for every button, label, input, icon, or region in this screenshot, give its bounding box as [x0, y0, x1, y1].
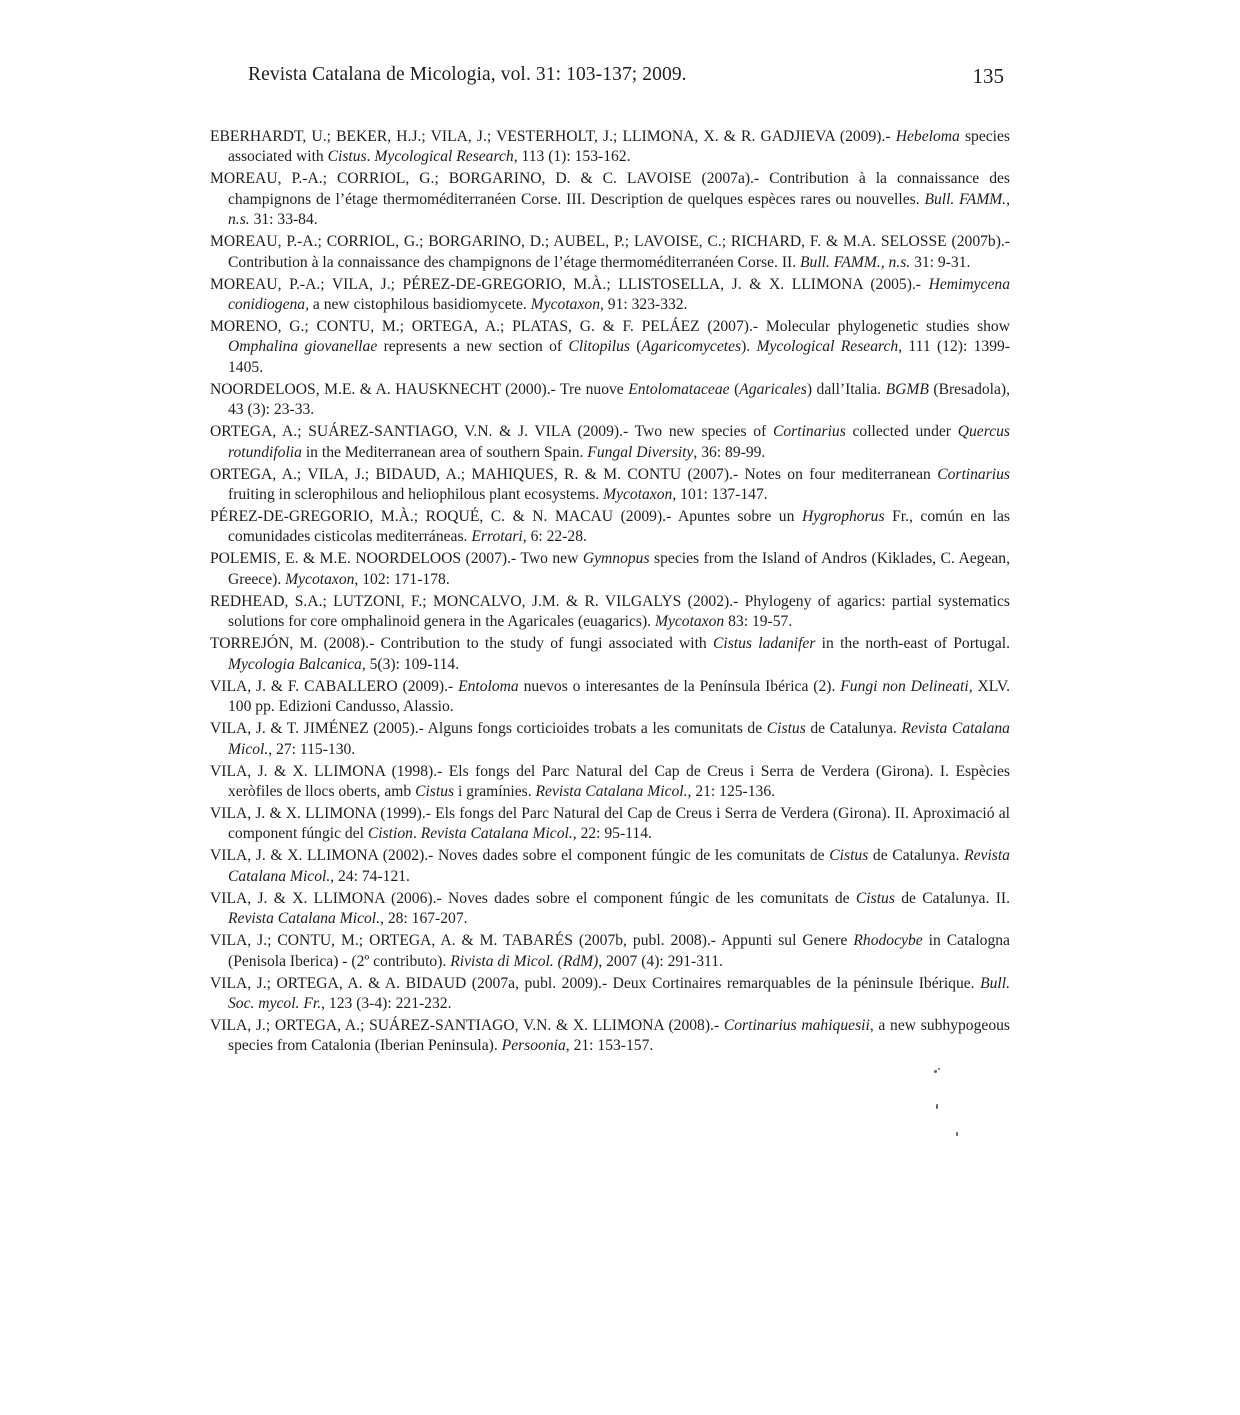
running-header	[248, 64, 1004, 94]
reference-segment: 31: 33-84.	[249, 211, 318, 229]
reference-segment: ) dall’Italia.	[806, 380, 886, 398]
reference-segment: ORTEGA, A.; VILA, J.; BIDAUD, A.; MAHIQUES, R. & M. CONTU (2007).- Notes on four mediterranean	[210, 465, 938, 483]
reference-segment: ).	[741, 338, 757, 356]
reference-italic-segment: Cistus ladanifer	[712, 635, 816, 653]
reference-entry	[210, 422, 1010, 463]
reference-segment: in Catalogna (Penisola Iberica) - (2º contributo).	[228, 932, 1010, 970]
reference-entry	[210, 889, 1010, 930]
reference-italic-segment: Hebeloma	[895, 128, 960, 145]
reference-entry	[210, 974, 1010, 1015]
reference-italic-segment: Rhodocybe	[853, 932, 923, 950]
reference-entry	[210, 127, 1010, 168]
reference-segment: , 5(3): 109-114.	[361, 655, 460, 673]
reference-italic-segment: Hygrophorus	[801, 508, 885, 526]
reference-italic-segment: Cortinarius	[937, 465, 1010, 483]
reference-segment: VILA, J.; CONTU, M.; ORTEGA, A. & M. TABARÉS (2007b, publ. 2008).- Appunti sul Genere	[210, 932, 854, 950]
reference-italic-segment: Bull. Soc. mycol. Fr.	[228, 974, 1010, 1012]
journal-citation: Revista Catalana de Micologia, vol. 31: 103-137; 2009.	[248, 64, 687, 85]
reference-italic-segment: Agaricales	[739, 380, 807, 398]
reference-entry	[210, 592, 1010, 633]
reference-italic-segment: Revista Catalana Micol.	[420, 825, 573, 843]
reference-segment: fruiting in sclerophilous and heliophilous plant ecosystems.	[228, 486, 604, 504]
reference-segment: .	[366, 148, 375, 166]
reference-segment: , 113 (1): 153-162.	[513, 148, 631, 166]
reference-italic-segment: Cistus	[766, 720, 806, 738]
reference-segment: a new cistophilous basidiomycete.	[308, 296, 531, 314]
reference-italic-segment: Cortinarius mahiquesii	[723, 1016, 870, 1034]
reference-italic-segment: Revista Catalana Micol.	[535, 782, 688, 800]
reference-entry	[210, 549, 1010, 590]
reference-segment: , 91: 323-332.	[600, 296, 688, 314]
reference-segment: , 111 (12): 1399-1405.	[228, 338, 1010, 376]
reference-segment: NOORDELOOS, M.E. & A. HAUSKNECHT (2000).- Tre nuove	[210, 380, 629, 398]
reference-segment: VILA, J. & T. JIMÉNEZ (2005).- Alguns fongs corticioides trobats a les comunitats de	[210, 720, 767, 738]
reference-italic-segment: Errotari	[471, 528, 523, 546]
reference-segment: MOREAU, P.-A.; CORRIOL, G.; BORGARINO, D. & C. LAVOISE (2007a).- Contribution à la connaissance des champignons de l’étage thermoméditerranéen Corse. III. Description de quelques espèces rares ou nouvelles.	[210, 170, 1010, 208]
reference-italic-segment: Cistus	[855, 889, 895, 907]
reference-italic-segment: Mycological Research	[374, 148, 514, 166]
reference-segment: EBERHARDT, U.; BEKER, H.J.; VILA, J.; VESTERHOLT, J.; LLIMONA, X. & R. GADJIEVA (2009).-	[210, 128, 896, 145]
reference-segment: ORTEGA, A.; SUÁREZ-SANTIAGO, V.N. & J. VILA (2009).- Two new species of	[210, 423, 773, 441]
reference-italic-segment: Hemimycena conidiogena,	[228, 275, 1010, 314]
reference-entry	[210, 169, 1010, 230]
reference-segment: VILA, J. & X. LLIMONA (2002).- Noves dades sobre el component fúngic de les comunitats de	[210, 847, 830, 865]
reference-segment: VILA, J. & X. LLIMONA (1999).- Els fongs del Parc Natural del Cap de Creus i Serra de Verdera (Girona). II. Aproximació al component fúngic del	[210, 804, 1010, 843]
reference-segment: , 101: 137-147.	[672, 486, 768, 504]
reference-segment: MORENO, G.; CONTU, M.; ORTEGA, A.; PLATAS, G. & F. PELÁEZ (2007).- Molecular phylogenetic studies show	[210, 318, 1010, 336]
reference-entry	[210, 762, 1010, 803]
reference-segment: REDHEAD, S.A.; LUTZONI, F.; MONCALVO, J.M. & R. VILGALYS (2002).- Phylogeny of agarics: partial systematics solutions for core omphalinoid genera in the Agaricales (euagarics).	[210, 592, 1010, 631]
reference-italic-segment: Cortinarius	[772, 423, 846, 441]
reference-italic-segment: Bull. FAMM., n.s.	[228, 190, 1010, 229]
reference-italic-segment: Cistus	[327, 148, 367, 166]
reference-entry	[210, 507, 1010, 548]
reference-italic-segment: Clitopilus	[568, 338, 630, 356]
reference-segment: i gramínies.	[454, 782, 536, 800]
reference-segment: species from the Island of Andros (Kiklades, C. Aegean, Greece).	[228, 550, 1010, 588]
reference-segment: VILA, J. & F. CABALLERO (2009).-	[210, 677, 459, 695]
reference-segment: POLEMIS, E. & M.E. NOORDELOOS (2007).- Two new	[210, 550, 583, 568]
reference-segment: , 6: 22-28.	[522, 528, 587, 546]
reference-italic-segment: Fungal Diversity	[587, 443, 694, 461]
reference-entry	[210, 719, 1010, 760]
reference-segment: , 21: 153-157.	[565, 1037, 654, 1055]
reference-segment: collected under	[845, 423, 958, 441]
reference-segment: , 21: 125-136.	[687, 782, 776, 800]
reference-italic-segment: Cistion	[367, 825, 413, 843]
reference-entry	[210, 846, 1010, 887]
reference-segment: represents a new section of	[377, 338, 569, 356]
reference-segment: .	[412, 825, 421, 843]
reference-entry	[210, 275, 1010, 316]
reference-segment: , 22: 95-114.	[572, 825, 652, 843]
reference-entry	[210, 634, 1010, 675]
reference-segment: PÉREZ-DE-GREGORIO, M.À.; ROQUÉ, C. & N. MACAU (2009).- Apuntes sobre un	[210, 508, 802, 526]
reference-italic-segment: Quercus rotundifolia	[228, 423, 1010, 461]
reference-segment: VILA, J. & X. LLIMONA (2006).- Noves dades sobre el component fúngic de les comunitats de	[210, 889, 856, 907]
reference-segment: , 36: 89-99.	[693, 443, 766, 461]
reference-segment: species associated with	[228, 128, 1011, 166]
reference-segment: , a new subhypogeous species from Catalonia (Iberian Peninsula).	[228, 1016, 1010, 1055]
reference-italic-segment: Cistus	[829, 847, 869, 865]
reference-italic-segment: Gymnopus	[582, 550, 650, 568]
reference-italic-segment: Fungi non Delineati	[840, 677, 969, 695]
reference-segment: 31: 9-31.	[910, 253, 971, 271]
reference-segment: , 2007 (4): 291-311.	[598, 952, 723, 970]
reference-segment: nuevos o interesantes de la Península Ibérica (2).	[518, 677, 841, 695]
reference-segment: in the Mediterranean area of southern Spain.	[301, 443, 588, 461]
reference-entry	[210, 804, 1010, 845]
reference-italic-segment: Mycotaxon	[530, 296, 600, 314]
reference-list	[210, 127, 1010, 1058]
reference-segment: , 27: 115-130.	[268, 740, 356, 758]
reference-entry	[210, 465, 1010, 506]
reference-italic-segment: Mycotaxon	[654, 613, 725, 631]
reference-segment: , 102: 171-178.	[354, 570, 450, 588]
reference-segment: (	[629, 338, 642, 356]
reference-entry	[210, 1016, 1010, 1057]
scan-artifact	[926, 1066, 966, 1146]
reference-segment: , 123 (3-4): 221-232.	[321, 994, 452, 1012]
reference-italic-segment: Bull. FAMM., n.s.	[800, 253, 911, 271]
reference-entry	[210, 380, 1010, 421]
reference-segment: , 24: 74-121.	[330, 867, 410, 885]
reference-segment: VILA, J.; ORTEGA, A.; SUÁREZ-SANTIAGO, V.N. & X. LLIMONA (2008).-	[210, 1016, 724, 1034]
reference-segment: de Catalunya. II.	[894, 889, 1010, 907]
reference-entry	[210, 232, 1010, 273]
reference-italic-segment: Entolomataceae	[628, 380, 730, 398]
reference-italic-segment: Mycologia Balcanica	[228, 655, 362, 673]
reference-entry	[210, 317, 1010, 378]
reference-segment: , 28: 167-207.	[380, 910, 468, 928]
reference-italic-segment: Mycotaxon	[603, 486, 673, 504]
reference-italic-segment: Mycological Research	[756, 338, 899, 356]
reference-segment: 83: 19-57.	[724, 613, 793, 631]
reference-segment: Fr., común en las comunidades cisticolas mediterráneas.	[228, 508, 1010, 546]
reference-segment: de Catalunya.	[805, 720, 902, 738]
reference-italic-segment: Revista Catalana Micol.	[228, 720, 1010, 758]
reference-entry	[210, 677, 1010, 718]
reference-segment: MOREAU, P.-A.; CORRIOL, G.; BORGARINO, D.; AUBEL, P.; LAVOISE, C.; RICHARD, F. & M.A. SELOSSE (2007b).- Contribution à la connaissance des champignons de l’étage thermoméditerranéen Corse. II.	[210, 233, 1010, 271]
reference-italic-segment: Revista Catalana Micol.	[228, 910, 381, 928]
reference-italic-segment: Entoloma	[458, 677, 519, 695]
reference-italic-segment: Omphalina giovanellae	[228, 338, 378, 356]
reference-segment: VILA, J. & X. LLIMONA (1998).- Els fongs del Parc Natural del Cap de Creus i Serra de Verdera (Girona). I. Espècies xeròfiles de llocs oberts, amb	[210, 762, 1010, 800]
reference-italic-segment: Persoonia	[501, 1037, 566, 1055]
reference-italic-segment: BGMB	[885, 380, 929, 398]
reference-segment: de Catalunya.	[868, 847, 965, 865]
reference-entry	[210, 931, 1010, 972]
reference-segment: (	[729, 380, 740, 398]
reference-segment: TORREJÓN, M. (2008).- Contribution to the study of fungi associated with	[210, 635, 713, 653]
page-number: 135	[972, 64, 1004, 88]
reference-segment: (Bresadola), 43 (3): 23-33.	[228, 380, 1011, 419]
reference-segment: MOREAU, P.-A.; VILA, J.; PÉREZ-DE-GREGORIO, M.À.; LLISTOSELLA, J. & X. LLIMONA (2005).-	[210, 275, 929, 293]
reference-segment: , XLV. 100 pp. Edizioni Candusso, Alassio.	[228, 677, 1010, 716]
reference-italic-segment: Revista Catalana Micol.	[228, 847, 1010, 885]
reference-segment: in the north-east of Portugal.	[815, 635, 1010, 653]
reference-segment: VILA, J.; ORTEGA, A. & A. BIDAUD (2007a, publ. 2009).- Deux Cortinaires remarquables de la péninsule Ibérique.	[210, 974, 981, 992]
reference-italic-segment: Mycotaxon	[285, 570, 355, 588]
reference-italic-segment: Agaricomycetes	[641, 338, 742, 356]
reference-italic-segment: Rivista di Micol. (RdM)	[450, 952, 599, 970]
reference-italic-segment: Cistus	[415, 782, 455, 800]
